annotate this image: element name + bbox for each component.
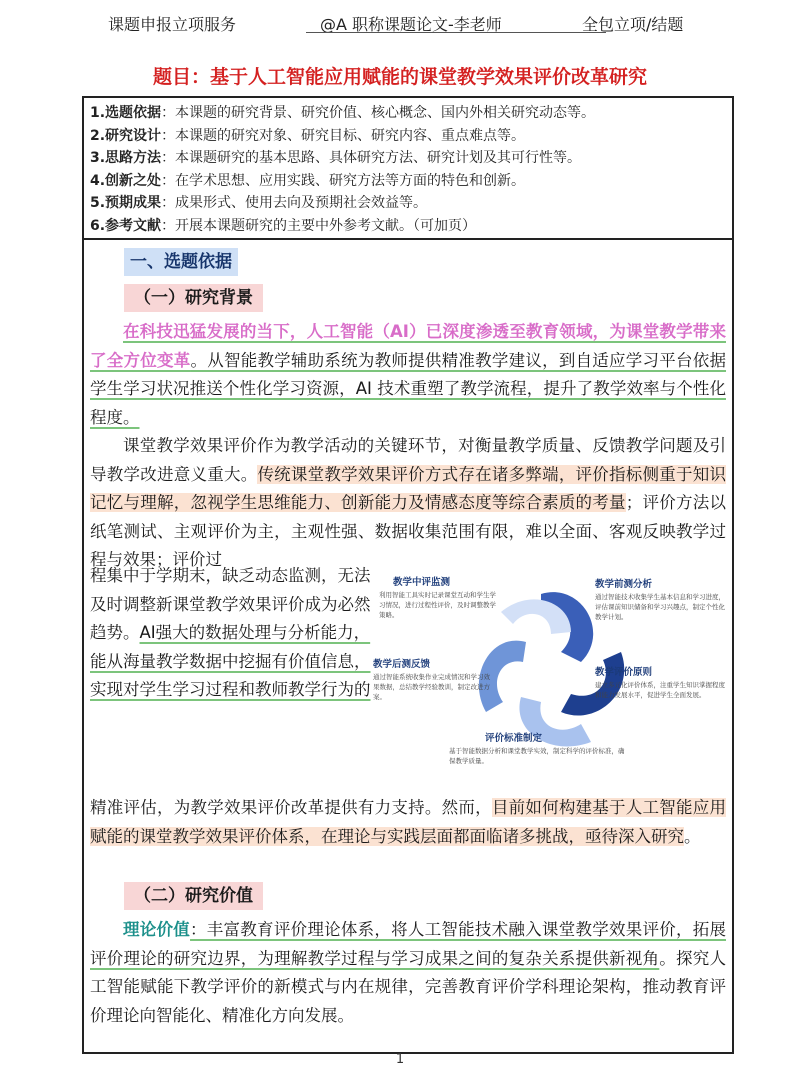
label-standard: 评价标准制定 [485, 733, 543, 744]
outline-item: 1.选题依据：本课题的研究背景、研究价值、核心概念、国内外相关研究动态等。 [90, 105, 596, 121]
subheading-background: （一）研究背景 [124, 284, 263, 312]
desc-standard: 基于智能数据分析和课堂教学实效，制定科学的评价标准，确保教学质量。 [449, 747, 625, 765]
document-title: 题目：基于人工智能应用赋能的课堂教学效果评价改革研究 [152, 66, 647, 88]
label-principle: 教学评价原则 [595, 667, 653, 678]
paragraph-theory-value: 理论价值：丰富教育评价理论体系，将人工智能技术融入课堂教学效果评价，拓展评价理论的研究边界，为理解教学过程与学习成果之间的复杂关系提供新视角。探究人工智能赋能下教学评价的新模式与内在规律，完善教育评价学科理论架构，推动教育评价理论向智能化、精准化方向发展。 [90, 920, 727, 1025]
page-number: 1 [395, 1052, 405, 1067]
label-post: 教学后测反馈 [373, 659, 431, 670]
outline-item: 5.预期成果：成果形式、使用去向及预期社会效益等。 [90, 195, 428, 212]
paragraph-background-2: 课堂教学效果评价作为教学活动的关键环节，对衡量教学质量、反馈教学问题及引导教学改进意义重大。传统课堂教学效果评价方式存在诸多弊端，评价指标侧重于知识记忆与理解，忽视学生思维能力、创新能力及情感态度等综合素质的考量；评价方法以纸笔测试、主观评价为主，主观性强、数据收集范围有限，难以全面、客观反映教学过程与效果；评价过 [90, 436, 727, 570]
outline-item: 2.研究设计：本课题的研究对象、研究目标、研究内容、重点难点等。 [90, 127, 526, 144]
desc-mid: 利用智能工具实时记录课堂互动和学生学习情况，进行过程性评价，及时调整教学策略。 [379, 591, 496, 619]
paragraph-background-1: 在科技迅猛发展的当下，人工智能（AI）已深度渗透至教育领域，为课堂教学带来了全方位变革。从智能教学辅助系统为教师提供精准教学建议，到自适应学习平台依据学生学习状况推送个性化学习资源，AI 技术重塑了教学流程，提升了教学效率与个性化程度。 [90, 322, 727, 427]
header-underline [306, 32, 606, 33]
paragraph-continuation: 精准评估，为教学效果评价改革提供有力支持。然而，目前如何构建基于人工智能应用赋能的课堂教学效果评价体系，在理论与实践层面都面临诸多挑战，亟待深入研究。 [90, 798, 727, 846]
page-header [0, 8, 800, 34]
header-right: 全包立项/结题 [582, 15, 684, 34]
subheading-value: （二）研究价值 [124, 882, 263, 910]
section-heading-1: 一、选题依据 [124, 248, 238, 276]
paragraph-wrap-text: 程集中于学期末，缺乏动态监测，无法及时调整新课堂教学效果评价成为必然趋势。AI强大的数据处理与分析能力，能从海量教学数据中挖掘有价值信息，实现对学生学习过程和教师教学行为的 [90, 566, 371, 700]
outline-item: 6.参考文献：开展本课题研究的主要中外参考文献。（可加页） [90, 217, 477, 234]
header-left: 课题申报立项服务 [108, 15, 237, 34]
desc-post: 通过智能系统收集作业完成情况和学习效果数据，总结教学经验教训，制定改进方案。 [373, 673, 490, 701]
outline-list [84, 98, 732, 240]
label-pre: 教学前测分析 [595, 579, 653, 590]
desc-principle: 建立多元化评价体系，注重学生知识掌握程度和能力发展水平，促进学生全面发展。 [595, 681, 725, 699]
evaluation-cycle-figure [373, 568, 729, 780]
header-center: @A 职称课题论文-李老师 [320, 15, 502, 34]
desc-pre: 通过智能技术收集学生基本信息和学习进度，评估课前知识储备和学习兴趣点，制定个性化教学计划。 [595, 593, 725, 621]
outline-item: 3.思路方法：本课题研究的基本思路、具体研究方法、研究计划及其可行性等。 [90, 150, 582, 167]
label-mid: 教学中评监测 [393, 577, 451, 588]
outline-item: 4.创新之处：在学术思想、应用实践、研究方法等方面的特色和创新。 [90, 172, 526, 189]
